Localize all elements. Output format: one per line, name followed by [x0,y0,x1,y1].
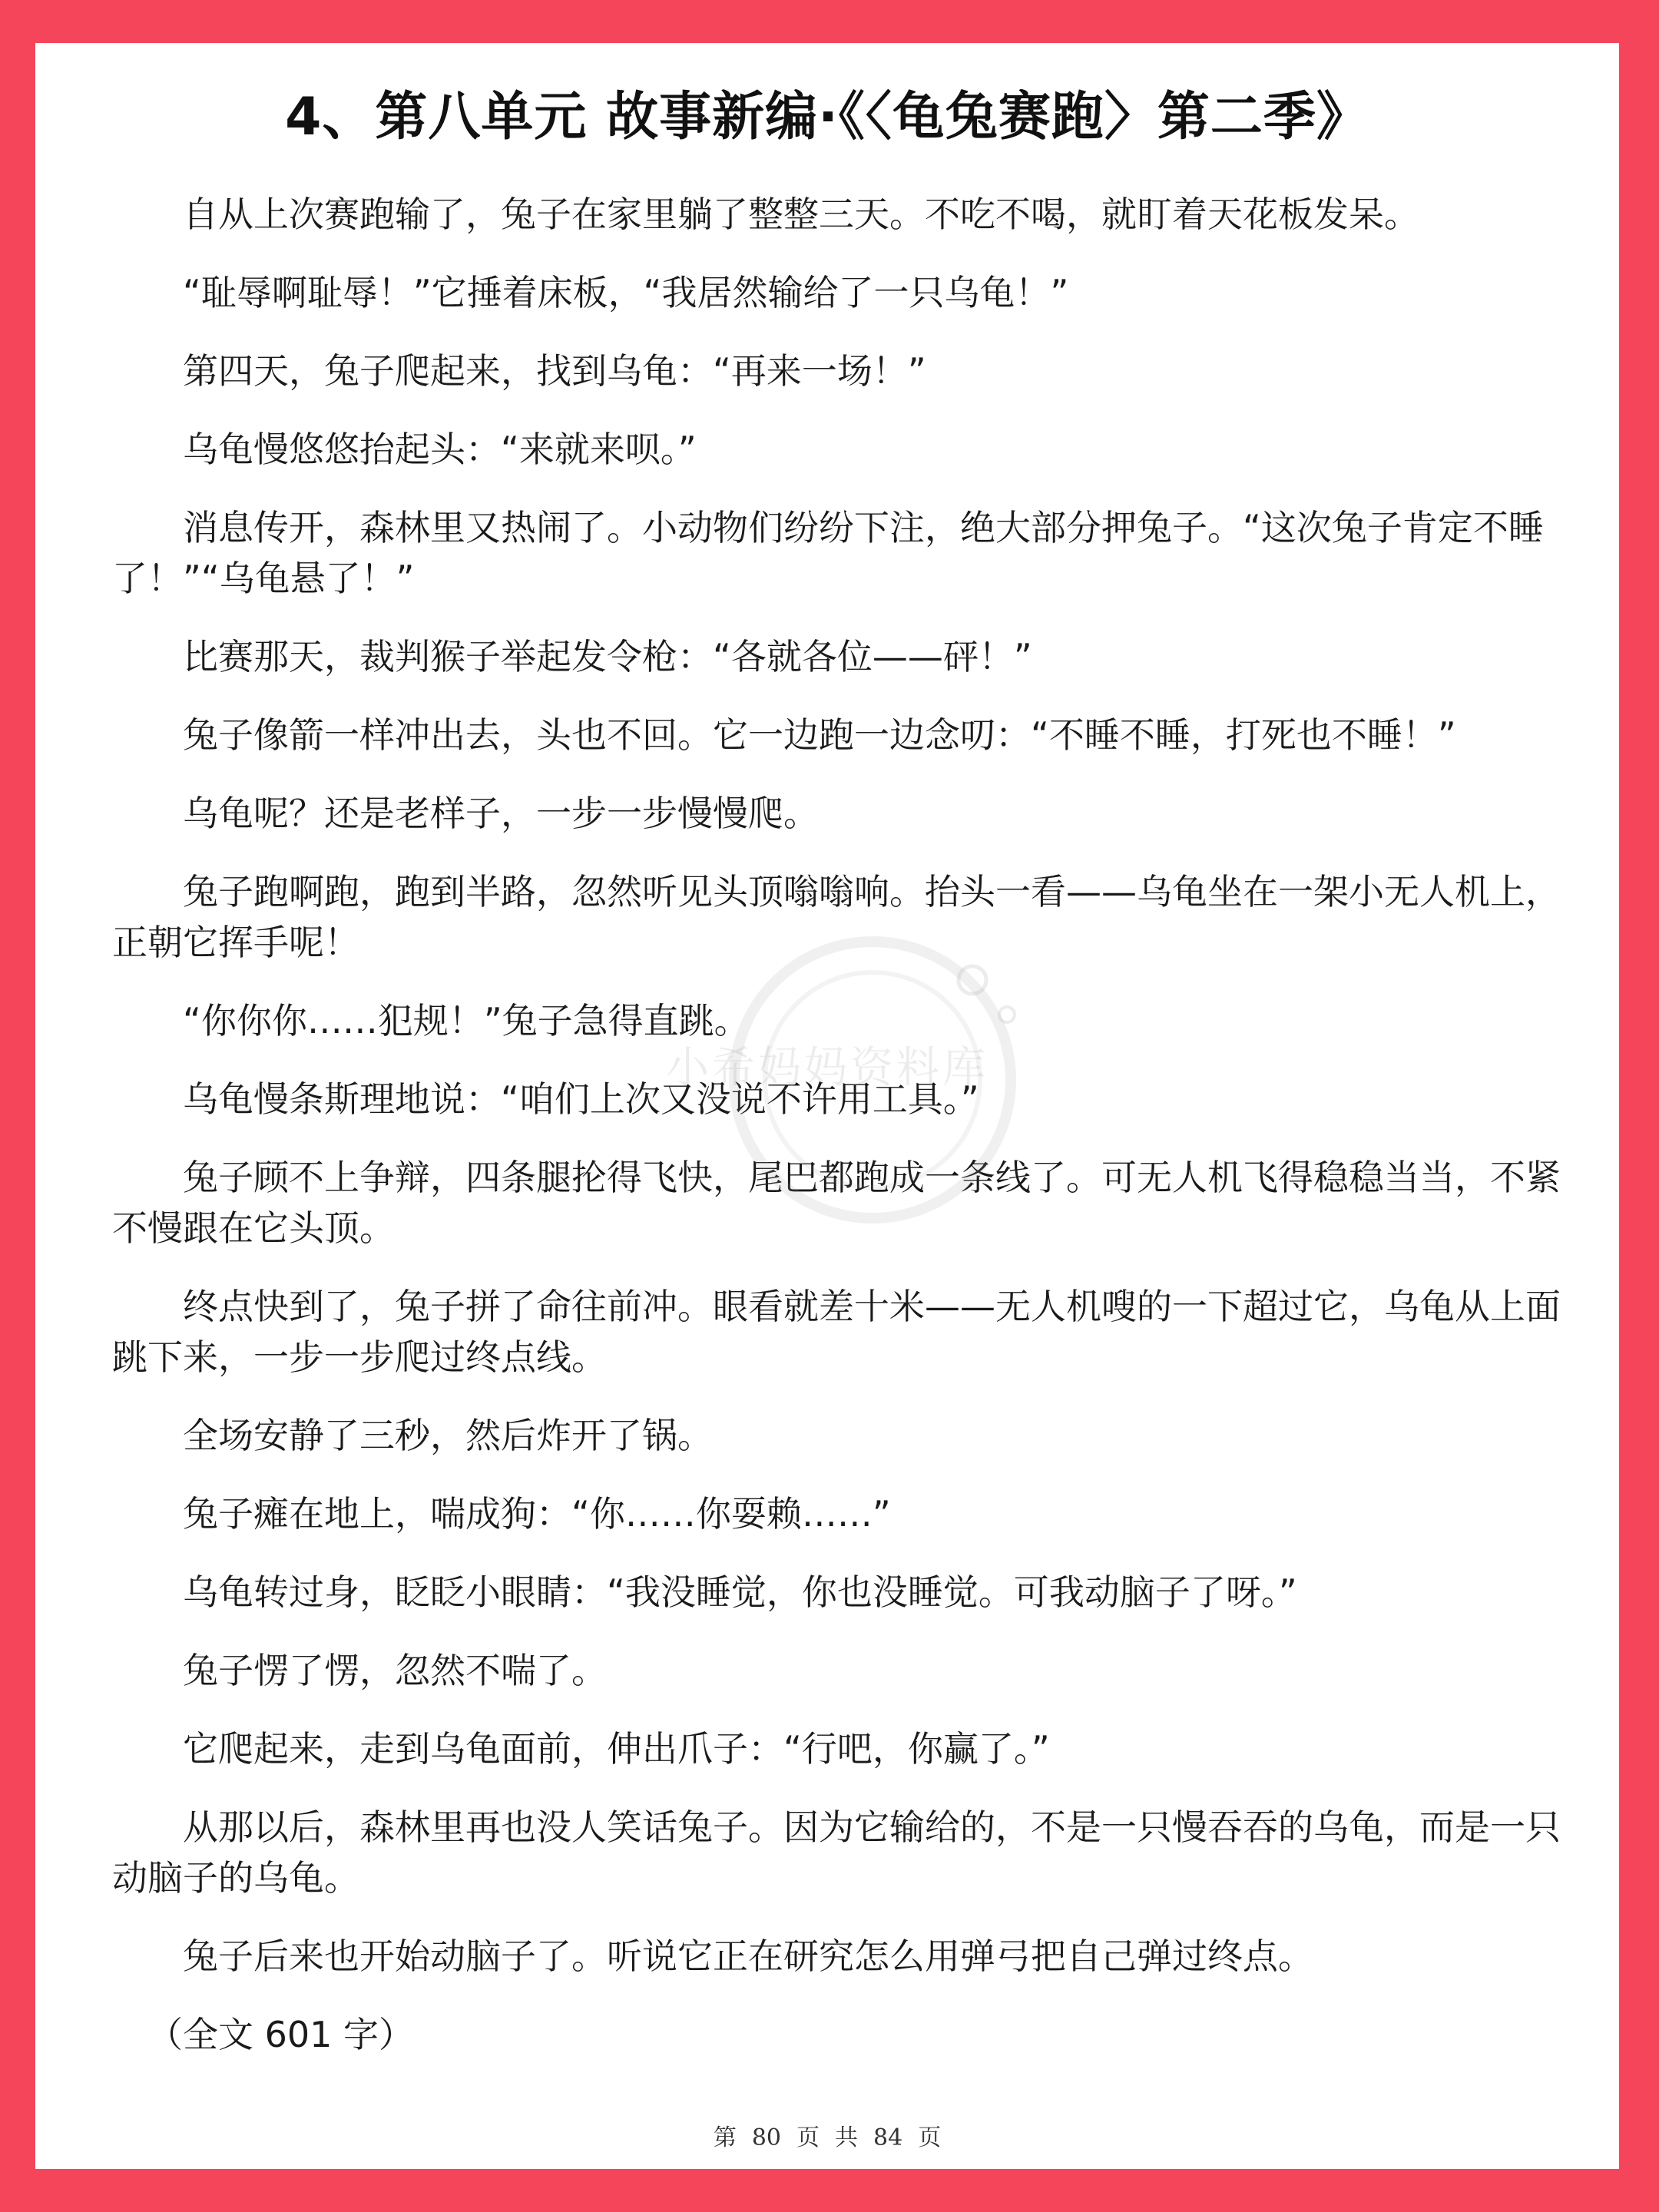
document-page [35,43,1619,2169]
paragraph: “耻辱啊耻辱！”它捶着床板，“我居然输给了一只乌龟！” [183,272,1069,313]
paragraph: 全场安静了三秒，然后炸开了锅。 [183,1415,713,1456]
paragraph: 乌龟慢悠悠抬起头：“来就来呗。” [183,429,697,470]
footer-prefix: 第 [713,2124,737,2151]
paragraph: 兔子像箭一样冲出去，头也不回。它一边跑一边念叨：“不睡不睡，打死也不睡！” [183,714,1456,756]
paragraph: 它爬起来，走到乌龟面前，伸出爪子：“行吧，你赢了。” [183,1728,1050,1770]
paragraph: 兔子瘫在地上，喘成狗：“你……你耍赖……” [183,1493,891,1535]
paragraph: 乌龟慢条斯理地说：“咱们上次又没说不许用工具。” [183,1078,979,1120]
paragraph: 兔子愣了愣，忽然不喘了。 [183,1650,607,1691]
paragraph: 乌龟呢？还是老样子，一步一步慢慢爬。 [183,793,819,834]
watermark-text: 小希妈妈资料库 [666,1043,988,1093]
footer-page-word: 页 [796,2124,820,2151]
paragraph: 从那以后，森林里再也没人笑话兔子。因为它输给的，不是一只慢吞吞的乌龟，而是一只动脑子的乌龟。 [112,1806,1561,1899]
paragraph: 第四天，兔子爬起来，找到乌龟：“再来一场！” [183,350,926,392]
paragraph: 比赛那天，裁判猴子举起发令枪：“各就各位——砰！” [183,636,1032,677]
paragraph: 兔子顾不上争辩，四条腿抡得飞快，尾巴都跑成一条线了。可无人机飞得稳稳当当，不紧不慢跟在它头顶。 [112,1157,1561,1249]
paragraph: 兔子后来也开始动脑子了。听说它正在研究怎么用弹弓把自己弹过终点。 [183,1936,1313,1977]
word-count: （全文 601 字） [147,2014,415,2055]
paragraph: “你你你……犯规！”兔子急得直跳。 [183,1000,750,1041]
paragraph: 自从上次赛跑输了，兔子在家里躺了整整三天。不吃不喝，就盯着天花板发呆。 [183,194,1419,235]
footer-suffix: 页 [918,2124,942,2151]
story-body [112,189,1594,2060]
paragraph: 终点快到了，兔子拼了命往前冲。眼看就差十米——无人机嗖的一下超过它，乌龟从上面跳下来，一步一步爬过终点线。 [112,1286,1561,1378]
page-footer [35,2118,1619,2152]
paragraph: 兔子跑啊跑，跑到半路，忽然听见头顶嗡嗡响。抬头一看——乌龟坐在一架小无人机上，正朝它挥手呢！ [112,871,1561,963]
footer-total-word: 共 [835,2124,858,2151]
paragraph: 消息传开，森林里又热闹了。小动物们纷纷下注，绝大部分押兔子。“这次兔子肯定不睡了！”“乌龟悬了！” [112,507,1544,599]
total-page-number: 84 [873,2124,903,2151]
page-title: 4、第八单元 故事新编·《〈龟兔赛跑〉第二季》 [285,87,1369,147]
current-page-number: 80 [751,2124,781,2151]
paragraph: 乌龟转过身，眨眨小眼睛：“我没睡觉，你也没睡觉。可我动脑子了呀。” [183,1571,1297,1613]
